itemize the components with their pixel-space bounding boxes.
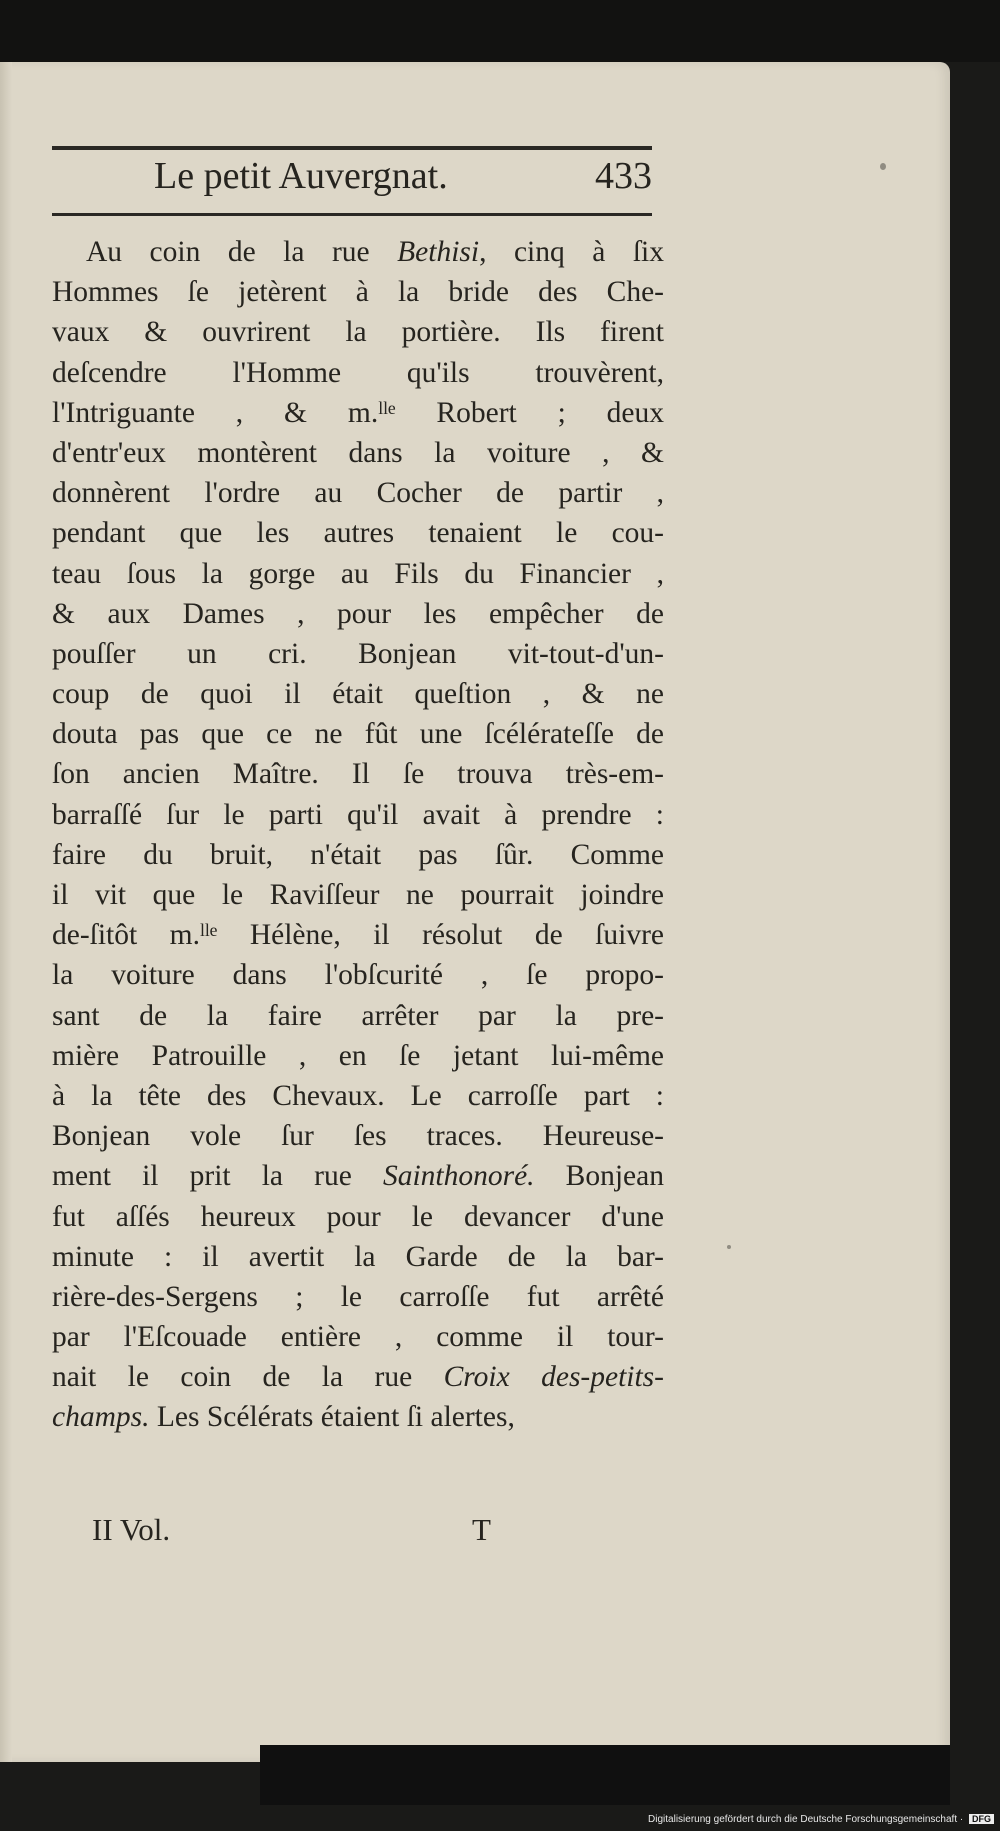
text-segment: par l'Eſcouade entière , comme il tour- <box>52 1321 664 1354</box>
text-segment: rière-des-Sergens ; le carroſſe fut arrêté <box>52 1280 664 1313</box>
text-line <box>52 1116 664 1156</box>
text-segment: Bonjean <box>534 1160 664 1193</box>
text-segment: , cinq à ſix <box>479 236 664 268</box>
text-segment: nait le coin de la rue <box>52 1361 444 1394</box>
text-line <box>52 473 664 513</box>
text-segment: teau ſous la gorge au Fils du Financier , <box>52 557 664 590</box>
scan-background-bottom <box>260 1745 950 1805</box>
body-text <box>52 232 664 1438</box>
text-line <box>52 1357 664 1397</box>
text-line <box>52 1317 664 1357</box>
text-segment: à la tête des Chevaux. Le carroſſe part : <box>52 1079 664 1112</box>
signature-mark: II Vol. <box>92 1512 171 1547</box>
italic-segment: Bethisi <box>397 236 480 268</box>
text-segment: minute : il avertit la Garde de la bar- <box>52 1240 664 1273</box>
text-line <box>52 1277 664 1317</box>
text-line <box>52 272 664 312</box>
text-line <box>52 754 664 794</box>
text-line <box>52 996 664 1036</box>
scan-background <box>0 0 1000 62</box>
paper-spot <box>727 1245 731 1249</box>
text-segment: il vit que le Raviſſeur ne pourrait joindre <box>52 879 664 911</box>
text-line <box>52 1156 664 1196</box>
running-title: Le petit Auvergnat. <box>154 155 448 197</box>
digitization-credit <box>648 1814 994 1825</box>
text-segment: ment il prit la rue <box>52 1160 383 1193</box>
italic-segment: Croix des-petits- <box>443 1361 664 1394</box>
text-segment: donnèrent l'ordre au Cocher de partir , <box>52 477 664 510</box>
header-rule-bottom <box>52 213 652 216</box>
text-line <box>52 674 664 714</box>
text-segment: pendant que les autres tenaient le cou- <box>52 517 664 550</box>
text-line <box>52 232 664 272</box>
running-head <box>52 152 652 208</box>
text-line <box>52 393 664 433</box>
text-segment: barraſſé ſur le parti qu'il avait à prendre : <box>52 798 664 831</box>
text-segment: Les Scélérats étaient ſi alertes, <box>149 1401 515 1434</box>
text-line <box>52 312 664 352</box>
text-line <box>52 1076 664 1116</box>
text-segment: sant de la faire arrêter par la pre- <box>52 999 664 1032</box>
text-segment: deſcendre l'Homme qu'ils trouvèrent, <box>52 356 664 389</box>
catchword: T <box>472 1512 491 1547</box>
text-segment: Bonjean vole ſur ſes traces. Heureuse- <box>52 1120 664 1153</box>
text-segment: de-ſitôt m.ˡˡᵉ Hélène, il résolut de ſuivre <box>52 919 664 952</box>
digitization-credit-text: Digitalisierung gefördert durch die Deutsche Forschungsgemeinschaft · <box>648 1814 964 1825</box>
text-line <box>52 915 664 955</box>
header-rule-top <box>52 146 652 150</box>
text-segment: fut aſſés heureux pour le devancer d'une <box>52 1200 664 1233</box>
text-line <box>52 594 664 634</box>
text-segment: pouſſer un cri. Bonjean vit-tout-d'un- <box>52 637 664 670</box>
text-line <box>52 835 664 875</box>
italic-segment: champs. <box>52 1401 150 1434</box>
text-line <box>52 513 664 553</box>
text-segment: la voiture dans l'obſcurité , ſe propo- <box>52 959 664 992</box>
text-segment: d'entr'eux montèrent dans la voiture , & <box>52 436 664 469</box>
text-line <box>52 554 664 594</box>
text-line <box>52 955 664 995</box>
text-line <box>52 433 664 473</box>
text-segment: mière Patrouille , en ſe jetant lui-même <box>52 1039 664 1072</box>
text-segment: coup de quoi il était queſtion , & ne <box>52 678 664 711</box>
text-segment: douta pas que ce ne fût une ſcélérateſſe de <box>52 718 664 751</box>
text-segment: vaux & ouvrirent la portière. Ils firent <box>52 316 664 349</box>
text-line <box>52 353 664 393</box>
page-gutter <box>0 62 12 1762</box>
italic-segment: Sainthonoré. <box>382 1160 535 1193</box>
text-line <box>52 875 664 915</box>
text-line <box>52 1197 664 1237</box>
text-line <box>52 1237 664 1277</box>
text-segment: faire du bruit, n'était pas ſûr. Comme <box>52 838 664 871</box>
page-number: 433 <box>595 155 652 197</box>
text-segment: Hommes ſe jetèrent à la bride des Che- <box>52 276 664 309</box>
paper-spot <box>880 163 886 170</box>
text-segment: l'Intriguante , & m.ˡˡᵉ Robert ; deux <box>52 396 664 429</box>
text-line <box>52 714 664 754</box>
text-segment: & aux Dames , pour les empêcher de <box>52 597 664 630</box>
text-line <box>52 795 664 835</box>
text-line <box>52 634 664 674</box>
text-segment: Au coin de la rue <box>86 236 398 268</box>
text-line <box>52 1397 664 1437</box>
dfg-logo: DFG <box>969 1814 994 1824</box>
text-segment: ſon ancien Maître. Il ſe trouva très-em- <box>52 758 664 791</box>
text-line <box>52 1036 664 1076</box>
